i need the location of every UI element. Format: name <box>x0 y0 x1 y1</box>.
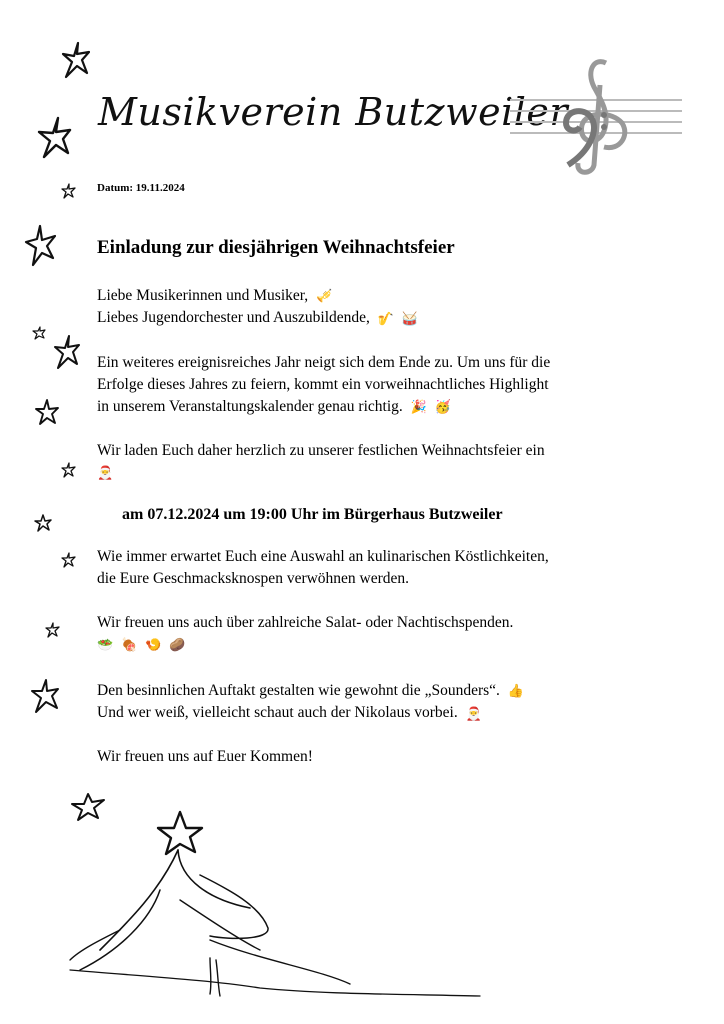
paragraph-text: Und wer weiß, vielleicht schaut auch der Nikolaus vorbei. <box>97 704 458 722</box>
paragraph-text: Den besinnlichen Auftakt gestalten wie gewohnt die „Sounders“. <box>97 682 500 699</box>
trumpet-emoji-icon: 🎺 <box>316 288 333 304</box>
star-doodle-icon <box>52 334 80 370</box>
paragraph-text: in unserem Veranstaltungskalender genau richtig. <box>97 398 403 415</box>
santa-emoji-icon: 🎅 <box>97 465 114 481</box>
greeting-text: Liebe Musikerinnen und Musiker, <box>97 287 309 304</box>
paragraph-line: die Eure Geschmacksknospen verwöhnen werden. <box>97 570 410 587</box>
star-doodle-icon <box>60 40 90 80</box>
star-doodle-icon <box>36 116 72 160</box>
star-doodle-icon <box>30 678 60 714</box>
page-title: Musikverein Butzweiler <box>98 90 569 134</box>
donation-paragraph <box>97 612 657 656</box>
star-doodle-icon <box>60 183 76 199</box>
christmas-tree-icon <box>60 790 500 1004</box>
paragraph-line <box>97 396 657 418</box>
letter-heading: Einladung zur diesjährigen Weihnachtsfeier <box>97 237 455 258</box>
paragraph-line: Wie immer erwartet Euch eine Auswahl an kulinarischen Köstlichkeiten, <box>97 548 549 565</box>
potato-emoji-icon: 🥔 <box>169 637 186 653</box>
star-doodle-icon <box>32 326 46 340</box>
star-doodle-icon <box>44 622 60 638</box>
greeting-text: Liebes Jugendorchester und Auszubildende, <box>97 309 370 327</box>
star-doodle-icon <box>34 398 60 426</box>
food-paragraph <box>97 546 657 590</box>
greeting-line <box>97 285 657 307</box>
meat-emoji-icon: 🍖 <box>121 637 138 653</box>
star-doodle-icon <box>34 514 52 532</box>
salad-emoji-icon: 🥗 <box>97 637 114 653</box>
music-clef-logo-icon <box>508 55 684 177</box>
star-doodle-icon <box>60 462 76 478</box>
star-doodle-icon <box>60 552 76 568</box>
paragraph-line <box>97 680 657 702</box>
closing-line: Wir freuen uns auf Euer Kommen! <box>97 748 313 765</box>
intro-paragraph <box>97 352 657 418</box>
greeting-line <box>97 307 657 329</box>
document-date: Datum: 19.11.2024 <box>97 182 185 194</box>
paragraph-line: Wir freuen uns auch über zahlreiche Salat- oder Nachtischspenden. <box>97 614 514 631</box>
invitation-paragraph <box>97 440 657 484</box>
program-paragraph <box>97 680 657 725</box>
drum-emoji-icon: 🥁 <box>401 310 419 326</box>
star-doodle-icon <box>24 224 56 268</box>
paragraph-line: Erfolge dieses Jahres zu feiern, kommt ein vorweihnachtliches Highlight <box>97 376 549 393</box>
party-face-emoji-icon: 🥳 <box>434 399 451 415</box>
paragraph-line: Wir laden Euch daher herzlich zu unserer festlichen Weihnachtsfeier ein <box>97 442 545 459</box>
party-popper-emoji-icon: 🎉 <box>410 399 427 415</box>
thumbs-up-emoji-icon: 👍 <box>507 683 524 699</box>
santa-emoji-icon: 🎅 <box>465 705 482 721</box>
saxophone-emoji-icon: 🎷 <box>377 310 394 326</box>
event-details: am 07.12.2024 um 19:00 Uhr im Bürgerhaus Butzweiler <box>122 506 503 523</box>
paragraph-line: Ein weiteres ereignisreiches Jahr neigt sich dem Ende zu. Um uns für die <box>97 354 551 371</box>
paragraph-line <box>97 702 657 724</box>
shrimp-emoji-icon: 🍤 <box>145 637 162 653</box>
greeting-block <box>97 285 657 330</box>
